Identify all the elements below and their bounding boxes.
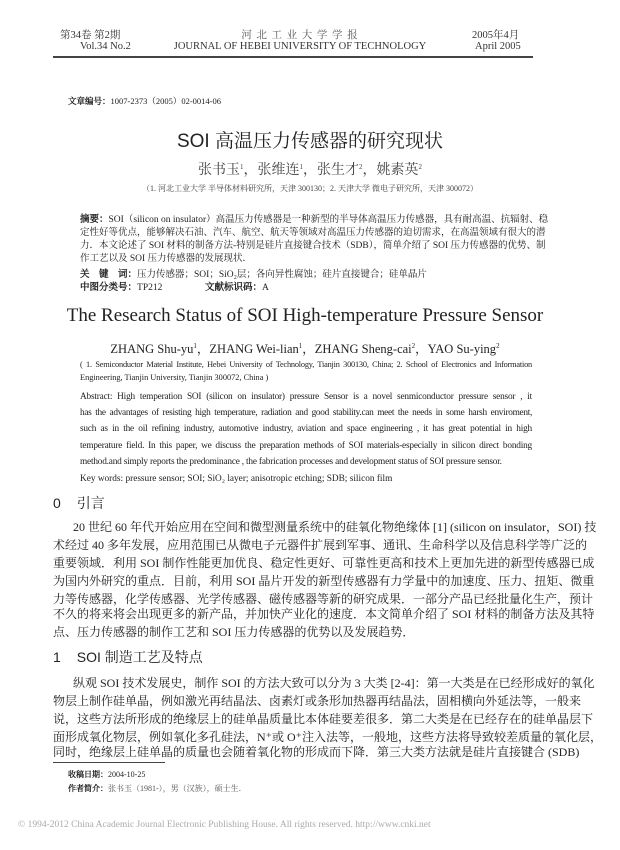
authors-cn: [0, 159, 620, 179]
affiliation-en-line: Engineering, Tianjin University, Tianjin 300072, China ): [80, 373, 269, 382]
author-sup: 1: [193, 342, 197, 350]
abstract-cn-line: 力．本文论述了 SOI 材料的制备方法-特别是硅片直接键合技术（SDB），简单介绍了 SOI 压力传感器的优势、制: [80, 241, 546, 251]
class-label: 中图分类号：: [80, 283, 138, 293]
body-line: 纵观 SOI 技术发展史，制作 SOI 的方法大致可以分为 3 大类 [2-4]：第一大类是在已经形成好的氧化: [73, 676, 595, 690]
header-volume-en: Vol.34 No.2: [80, 41, 131, 52]
body-line: 为国内外研究的重点．目前，利用 SOI 晶片开发的新型传感器有力学量中的加速度、压力、扭矩、微重: [53, 574, 595, 588]
class-value: TP212: [137, 283, 163, 293]
header-rule: [53, 56, 533, 58]
keywords-cn-label: 关 键 词：: [80, 270, 138, 280]
abstract-en-line: temperature field. In this paper, we discuss the preparation methods of SOI materials-especially in silicon direct bonding: [80, 441, 532, 451]
header-date-en: April 2005: [475, 41, 521, 52]
author-name: 张书玉: [198, 163, 240, 178]
title-cn: SOI 高温压力传感器的研究现状: [176, 131, 443, 152]
section-heading: [53, 647, 203, 667]
header-volume-cn: 第34卷 第2期: [60, 30, 121, 41]
journal-name-en: JOURNAL OF HEBEI UNIVERSITY OF TECHNOLOGY: [173, 41, 427, 52]
abstract-cn-text: SOI（silicon on insulator）高温压力传感器是一种新型的半导体高温压力传感器，具有耐高温、抗辐射、稳: [108, 215, 549, 225]
author-sup: 2: [359, 163, 363, 171]
article-number-label: 文章编号：: [68, 96, 111, 106]
body-line: 同时，绝缘层上硅单晶的质量也会随着氧化物的形成而下降．第三大类方法就是硅片直接键合 (SDB): [53, 745, 580, 759]
body-line: 物层上制作硅单晶，例如激光再结晶法、卤素灯或条形加热器再结晶法，固相横向外延法等，一般来: [53, 694, 582, 708]
doc-code-label: 文献标识码：: [205, 283, 263, 293]
article-number-value: 1007-2373（2005）02-0014-06: [110, 96, 222, 106]
author-name: ，张生才: [303, 163, 359, 178]
copyright-notice: © 1994-2012 China Academic Journal Electronic Publishing House. All rights reserved. http://www.cnki.net: [18, 820, 431, 830]
abstract-cn-label: 摘要：: [80, 215, 109, 225]
author-name: ZHANG Shu-yu: [110, 342, 194, 356]
document-code: [205, 279, 269, 293]
body-line: 不久的将来将会出现更多的新产品，并加快产业化的速度．本文简单介绍了 SOI 材料的制备方法及其特: [53, 607, 595, 621]
abstract-cn-line: [80, 211, 549, 225]
body-line: 说，这些方法所形成的绝缘层上的硅单晶质量比本体硅要差很多．第二大类是在已经存在的硅单晶层下: [53, 712, 594, 726]
author-name: ，张维连: [243, 163, 300, 178]
abstract-en-line: has the advantages of resisting high temperature, radiation and good stability.can meet the needs in some harsh enviroment,: [80, 408, 532, 418]
abstract-cn-line: 定性好等优点，能够解决石油、汽车、航空、航天等领域对高温压力传感器的迫切需求，在高温领域有很大的潜: [80, 228, 546, 238]
author-sup: 1: [299, 163, 303, 171]
affiliation-en-line: ( 1. Semiconductor Material Institute, Hebei University of Technology, Tianjin 300130, China; 2. School of Electronics and Information: [80, 360, 532, 369]
section-number: 0: [53, 495, 61, 511]
body-line: 20 世纪 60 年代开始应用在空间和微型测量系统中的硅氧化物绝缘体 [1] (silicon on insulator，SOI) 技: [73, 520, 597, 534]
section-title: SOI 制造工艺及特点: [76, 649, 203, 665]
author-sup: 1: [240, 163, 244, 171]
section-heading: [53, 493, 105, 513]
abstract-en-line: Abstract: High temperation SOI (silicon on insulator) pressure Sensor is a novel senmiconductor pressure sensor , it: [80, 392, 532, 402]
section-number: 1: [53, 649, 61, 665]
author-bio-label: 作者简介：: [68, 784, 108, 793]
received-date: [68, 769, 145, 780]
keywords-en: Key words: pressure sensor; SOI; SiO₂ layer; anisotropic etching; SDB; silicon film: [80, 474, 393, 484]
keywords-cn-value: 压力传感器；SOI；SiO₂层；各向异性腐蚀；硅片直接键合；硅单晶片: [137, 270, 427, 280]
author-sup: 2: [411, 342, 416, 350]
abstract-en-line: method.and simply reports the predominance , the fabrication processes and development status of SOI pressure sensor.: [80, 457, 502, 467]
authors-en: [0, 339, 610, 357]
author-name: ，ZHANG Wei-lian: [196, 342, 299, 356]
body-line: 力等传感器，化学传感器、光学传感器、磁传感器等新的研究成果．一部分产品已经批量化生产，预计: [53, 592, 594, 606]
abstract-en-line: such as in the oil refining industry, automotive industry, aviation and space engineering , it has great potential in high: [80, 424, 532, 434]
affiliations-cn: （1. 河北工业大学 半导体材料研究所，天津 300130；2. 天津大学 微电子研究所，天津 300072）: [142, 184, 478, 193]
body-line: 术经过 40 多年发展，应用范围已从微电子元器件扩展到军事、通讯、生命科学以及信息科学等广泛的: [53, 538, 588, 552]
body-line: 重要领域．利用 SOI 制作性能更加优良、稳定性更好、可靠性更高和技术上更加先进的新型传感器已成: [53, 556, 595, 570]
article-number: [68, 95, 221, 107]
body-line: 点、压力传感器的制作工艺和 SOI 压力传感器的优势以及发展趋势．: [53, 625, 415, 639]
author-bio-value: 张书玉（1981-），男（汉族），硕士生．: [108, 784, 247, 793]
footnote-rule: [53, 762, 165, 763]
author-name: ，姚素英: [362, 163, 419, 178]
author-name: ，YAO Su-ying: [415, 342, 497, 356]
keywords-cn: [80, 266, 427, 280]
author-bio: [68, 783, 247, 794]
section-title: 引言: [76, 495, 105, 511]
author-name: ，ZHANG Sheng-cai: [302, 342, 412, 356]
header-date-cn: 2005年4月: [472, 30, 520, 41]
body-line: 面形成氧化物层，例如氧化多孔硅法，N⁺或 O⁺注入法等，一般地，这些方法将导致较差质量的氧化层，: [53, 730, 603, 744]
abstract-cn-line: 作工艺以及 SOI 压力传感器的发展现状．: [80, 254, 253, 264]
received-label: 收稿日期：: [68, 770, 108, 779]
received-value: 2004-10-25: [108, 770, 146, 779]
doc-code-value: A: [262, 283, 269, 293]
author-sup: 2: [418, 163, 422, 171]
title-en: The Research Status of SOI High-temperature Pressure Sensor: [66, 305, 544, 326]
classification: [80, 279, 162, 293]
author-sup: 2: [496, 342, 500, 350]
journal-name-cn: 河 北 工 业 大 学 学 报: [241, 30, 359, 41]
author-sup: 1: [298, 342, 303, 350]
